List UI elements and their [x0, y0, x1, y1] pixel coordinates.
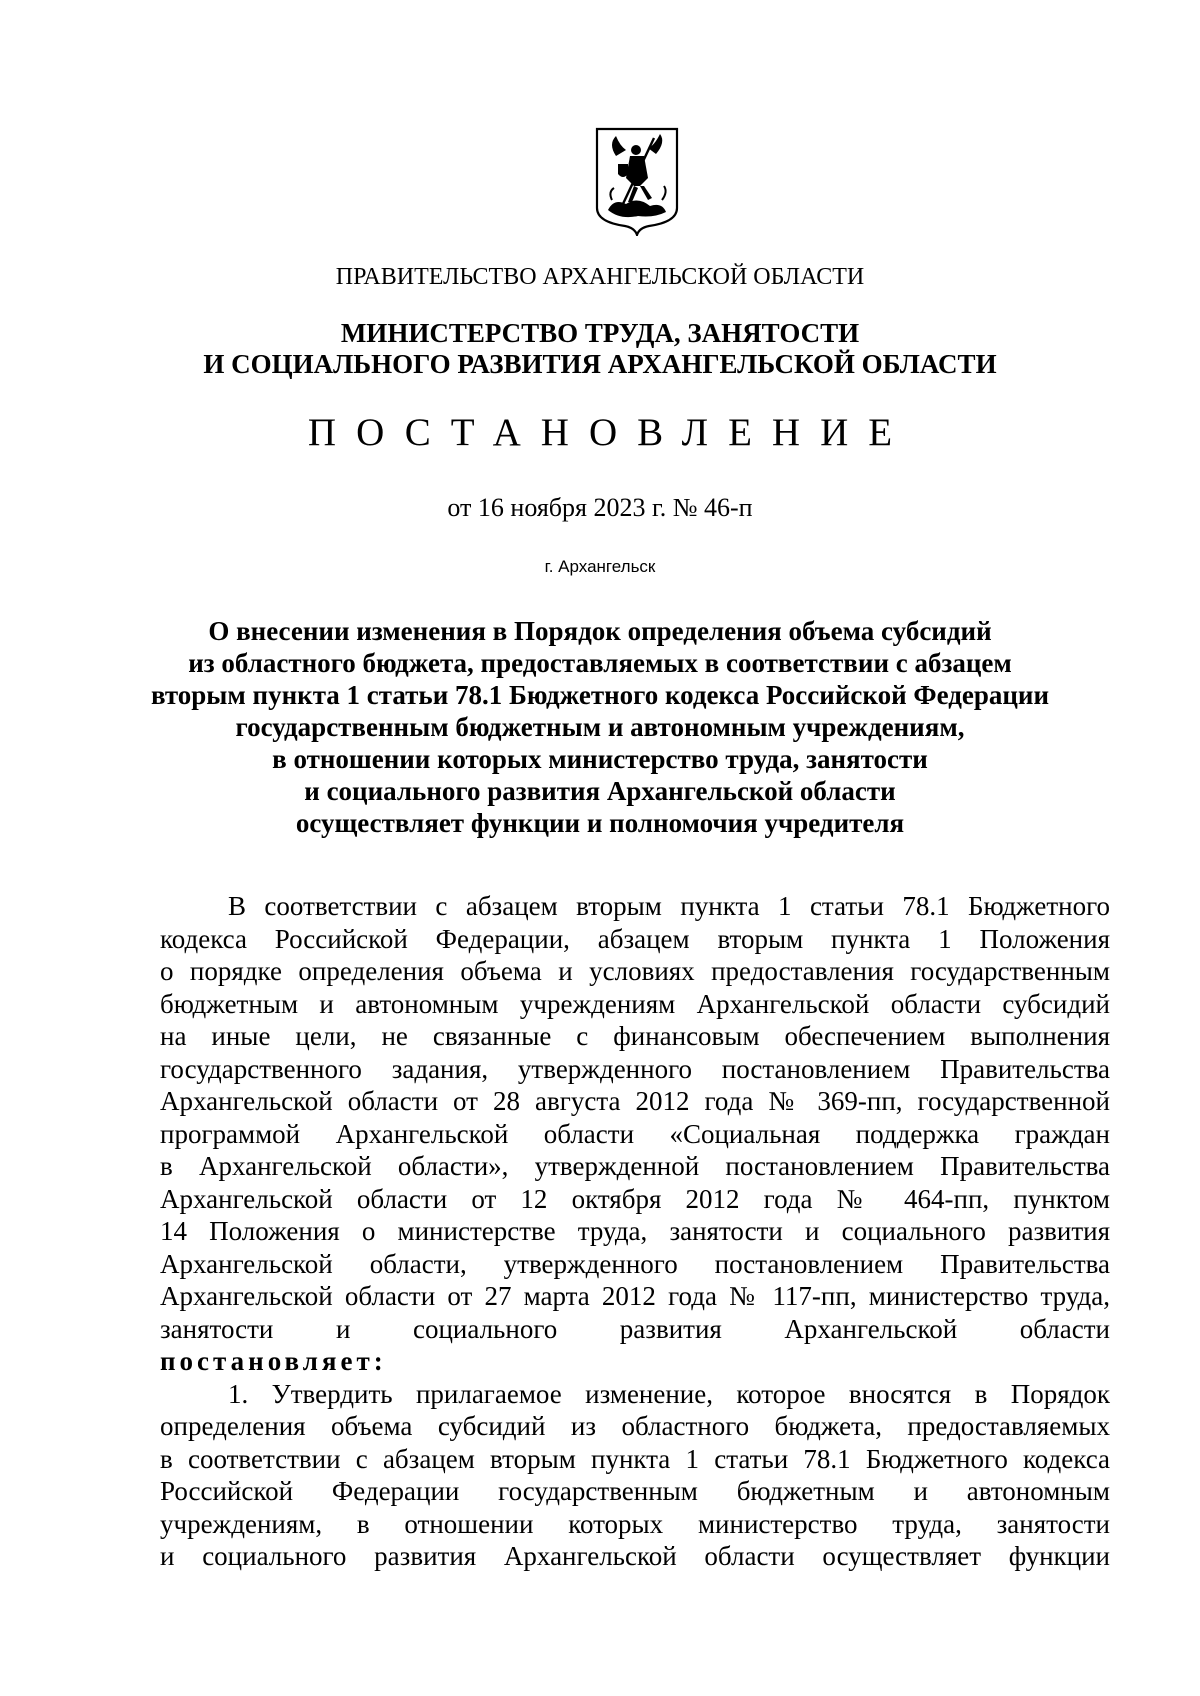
body-line: Архангельской области от 12 октября 2012 года № 464-пп, пунктом — [160, 1183, 1110, 1214]
title-line: О внесении изменения в Порядок определения объема субсидий — [208, 616, 992, 646]
document-title — [0, 615, 1200, 839]
body-line: в Архангельской области», утвержденной постановлением Правительства — [160, 1151, 1110, 1181]
document-date-number: от 16 ноября 2023 г. № 46-п — [447, 493, 753, 522]
arkhangelsk-coat-of-arms-icon — [594, 126, 680, 236]
ministry-heading — [0, 318, 1200, 380]
body-line: Архангельской области от 27 марта 2012 года № 117-пп, министерство труда, — [160, 1281, 1110, 1311]
title-line: в отношении которых министерство труда, занятости — [272, 744, 928, 774]
item-1-line: определения объема субсидий из областного бюджета, предоставляемых — [160, 1411, 1110, 1441]
body-line: на иные цели, не связанные с финансовым обеспечением выполнения — [160, 1021, 1110, 1051]
title-line: вторым пункта 1 статьи 78.1 Бюджетного кодекса Российской Федерации — [150, 680, 1050, 710]
item-1-line: и социального развития Архангельской области осуществляет функции — [160, 1541, 1110, 1571]
resolves-keyword: постановляет: — [160, 1346, 387, 1376]
body-line: В соответствии с абзацем вторым пункта 1 статьи 78.1 Бюджетного — [228, 891, 1110, 921]
ministry-line: И СОЦИАЛЬНОГО РАЗВИТИЯ АРХАНГЕЛЬСКОЙ ОБЛАСТИ — [203, 349, 997, 379]
document-type: ПОСТАНОВЛЕНИЕ — [307, 411, 913, 454]
body-line: 14 Положения о министерстве труда, занятости и социального развития — [160, 1216, 1110, 1246]
body-line: государственного задания, утвержденного постановлением Правительства — [160, 1053, 1110, 1084]
government-heading: ПРАВИТЕЛЬСТВО АРХАНГЕЛЬСКОЙ ОБЛАСТИ — [335, 264, 865, 290]
item-1-line: 1. Утвердить прилагаемое изменение, которое вносятся в Порядок — [228, 1378, 1110, 1409]
document-city: г. Архангельск — [544, 557, 656, 576]
body-line: бюджетным и автономным учреждениям Архангельской области субсидий — [160, 988, 1110, 1019]
ministry-line: МИНИСТЕРСТВО ТРУДА, ЗАНЯТОСТИ — [340, 318, 860, 348]
item-1-line: учреждениям, в отношении которых министерство труда, занятости — [160, 1508, 1110, 1539]
title-line: государственным бюджетным и автономным учреждениям, — [235, 712, 965, 742]
body-line: программой Архангельской области «Социальная поддержка граждан — [160, 1118, 1110, 1149]
body-line: Архангельской области от 28 августа 2012 года № 369-пп, государственной — [160, 1086, 1110, 1116]
document-body — [160, 890, 1110, 1573]
title-line: осуществляет функции и полномочия учредителя — [295, 808, 905, 838]
title-line: из областного бюджета, предоставляемых в соответствии с абзацем — [188, 648, 1012, 678]
item-1-line: в соответствии с абзацем вторым пункта 1 статьи 78.1 Бюджетного кодекса — [160, 1443, 1110, 1474]
body-line: Архангельской области, утвержденного постановлением Правительства — [160, 1248, 1110, 1279]
body-line: кодекса Российской Федерации, абзацем вторым пункта 1 Положения — [160, 923, 1110, 954]
title-line: и социального развития Архангельской области — [304, 776, 896, 806]
item-1-line: Российской Федерации государственным бюджетным и автономным — [160, 1476, 1110, 1506]
body-line: занятости и социального развития Архангельской области — [160, 1313, 1110, 1344]
body-line: о порядке определения объема и условиях предоставления государственным — [160, 956, 1110, 986]
